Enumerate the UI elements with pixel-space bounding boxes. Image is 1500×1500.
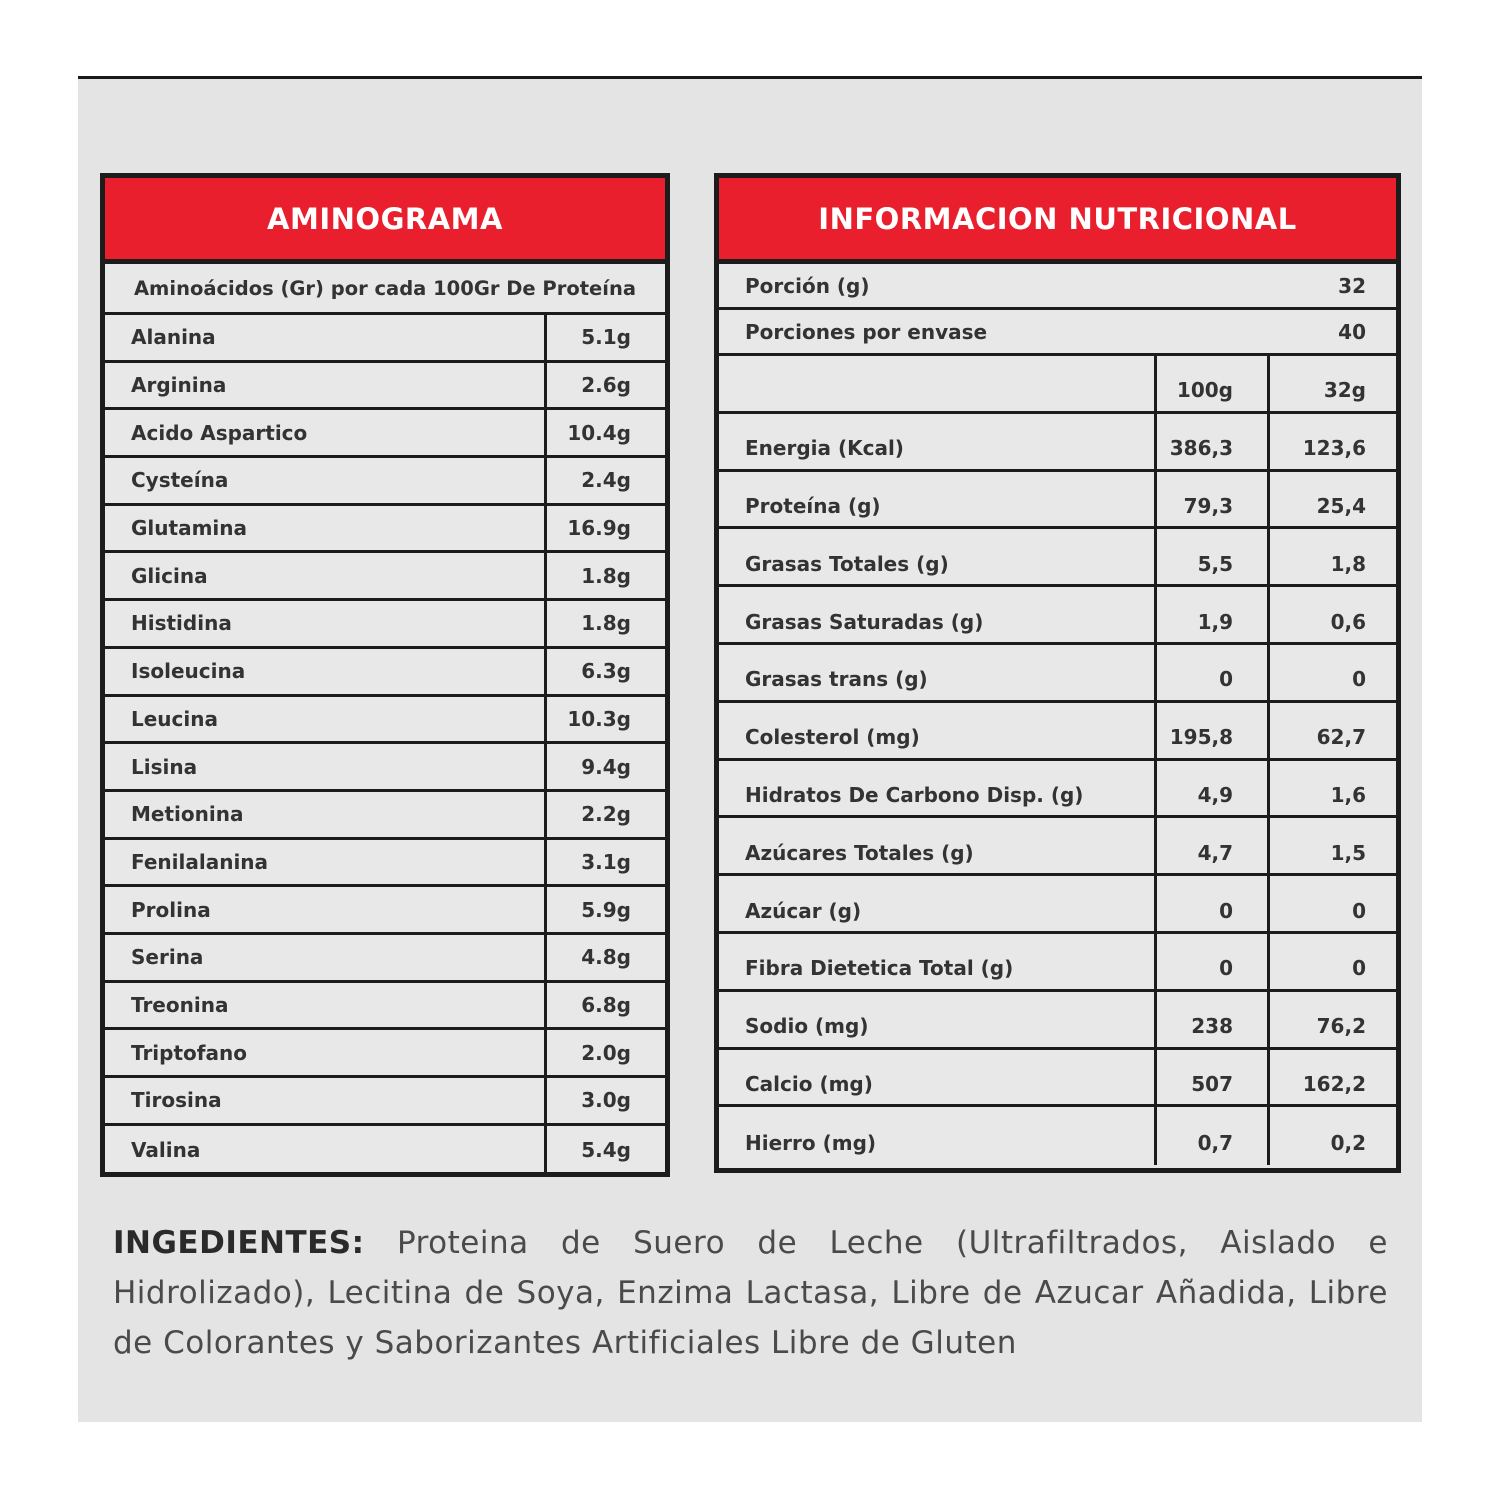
nutrient-name: Hierro (mg) [719,1107,1157,1165]
amino-value: 6.3g [581,659,631,684]
table-row [719,818,1396,876]
nutrient-per-32g: 1,6 [1330,782,1366,807]
table-row [719,472,1396,530]
amino-value: 2.6g [581,373,631,398]
table-row [105,363,665,411]
amino-value: 2.0g [581,1040,631,1065]
amino-value: 16.9g [567,516,631,541]
aminograma-subtitle-row [105,264,665,315]
amino-name: Cysteína [105,458,547,503]
table-row [105,601,665,649]
table-row [719,529,1396,587]
nutrition-table [714,173,1401,1173]
nutrient-per-100g: 507 [1157,1050,1270,1105]
amino-value: 2.2g [581,802,631,827]
table-row [105,506,665,554]
ingredients-label: INGEDIENTES: [113,1225,365,1261]
nutrient-per-32g: 1,5 [1330,840,1366,865]
nutrient-name: Hidratos De Carbono Disp. (g) [719,761,1157,816]
aminograma-title: AMINOGRAMA [105,178,665,264]
aminograma-table [100,173,670,1177]
nutrient-name: Proteína (g) [719,472,1157,527]
amino-value: 3.1g [581,849,631,874]
amino-value: 10.3g [567,706,631,731]
nutrient-per-32g: 123,6 [1302,436,1366,461]
nutrient-per-32g: 0 [1352,898,1366,923]
nutrient-name: Grasas Totales (g) [719,529,1157,584]
table-row [105,1078,665,1126]
nutrient-name: Fibra Dietetica Total (g) [719,934,1157,989]
amino-value: 2.4g [581,468,631,493]
amino-value: 1.8g [581,611,631,636]
nutrient-per-100g: 238 [1157,992,1270,1047]
table-row [105,887,665,935]
nutrient-per-32g: 62,7 [1316,725,1366,750]
table-row [719,992,1396,1050]
nutrient-per-32g: 0 [1352,667,1366,692]
amino-value: 5.4g [581,1137,631,1162]
column-header-row [719,356,1396,414]
table-row [105,315,665,363]
amino-name: Isoleucina [105,649,547,694]
table-row [105,935,665,983]
nutrient-per-100g: 0 [1157,876,1270,931]
amino-name: Triptofano [105,1030,547,1075]
nutrient-per-32g: 25,4 [1316,493,1366,518]
nutrient-per-32g: 0,6 [1330,609,1366,634]
table-row [105,1030,665,1078]
table-row [105,1126,665,1174]
amino-value: 5.9g [581,897,631,922]
nutrient-per-100g: 0 [1157,645,1270,700]
amino-value: 1.8g [581,563,631,588]
porciones-row [719,310,1396,356]
table-row [719,414,1396,472]
nutrient-per-100g: 4,7 [1157,818,1270,873]
nutrient-name: Grasas Saturadas (g) [719,587,1157,642]
nutrient-per-32g: 1,8 [1330,551,1366,576]
ingredients-text: Proteina de Suero de Leche (Ultrafiltrados, Aislado e Hidrolizado), Lecitina de Soya, Enzima Lactasa, Libre de Azucar Añadida, Libre de Colorantes y Saborizantes Artificiales Libre de Gluten [113,1225,1389,1361]
nutrient-per-100g: 386,3 [1157,414,1270,469]
nutrient-name: Calcio (mg) [719,1050,1157,1105]
amino-name: Acido Aspartico [105,410,547,455]
amino-name: Alanina [105,315,547,360]
table-row [105,649,665,697]
nutrient-per-32g: 0 [1352,956,1366,981]
nutrient-name: Azúcar (g) [719,876,1157,931]
nutrient-per-100g: 195,8 [1157,703,1270,758]
column-header-32g: 32g [1323,378,1366,403]
nutrient-per-32g: 162,2 [1302,1071,1366,1096]
nutrient-per-100g: 79,3 [1157,472,1270,527]
amino-name: Treonina [105,983,547,1028]
amino-value: 10.4g [567,420,631,445]
amino-name: Glutamina [105,506,547,551]
table-row [105,553,665,601]
table-row [105,792,665,840]
nutrient-name: Azúcares Totales (g) [719,818,1157,873]
table-row [719,1107,1396,1165]
table-row [105,983,665,1031]
amino-name: Leucina [105,697,547,742]
nutrient-name: Colesterol (mg) [719,703,1157,758]
table-row [105,458,665,506]
nutrient-per-32g: 0,2 [1330,1131,1366,1156]
porcion-value: 32 [1338,273,1366,298]
amino-name: Arginina [105,363,547,408]
table-row [719,1050,1396,1108]
table-row [105,744,665,792]
amino-value: 9.4g [581,754,631,779]
table-row [719,761,1396,819]
amino-name: Tirosina [105,1078,547,1123]
nutrient-per-100g: 0,7 [1157,1107,1270,1165]
table-row [105,410,665,458]
amino-name: Histidina [105,601,547,646]
amino-value: 4.8g [581,945,631,970]
table-row [719,645,1396,703]
table-row [105,840,665,888]
nutrient-per-32g: 76,2 [1316,1014,1366,1039]
nutrient-per-100g: 1,9 [1157,587,1270,642]
amino-name: Lisina [105,744,547,789]
porcion-label: Porción (g) [745,273,870,298]
amino-name: Valina [105,1126,547,1174]
column-header-100g: 100g [1157,356,1270,411]
amino-name: Serina [105,935,547,980]
table-row [105,697,665,745]
aminograma-subtitle: Aminoácidos (Gr) por cada 100Gr De Proteína [133,276,637,300]
table-row [719,703,1396,761]
nutrient-per-100g: 5,5 [1157,529,1270,584]
amino-value: 5.1g [581,325,631,350]
nutrient-name: Sodio (mg) [719,992,1157,1047]
amino-name: Prolina [105,887,547,932]
table-row [719,934,1396,992]
porcion-row [719,264,1396,310]
amino-name: Metionina [105,792,547,837]
amino-value: 3.0g [581,1088,631,1113]
porciones-label: Porciones por envase [745,319,988,344]
nutrient-per-100g: 0 [1157,934,1270,989]
nutrition-title: INFORMACION NUTRICIONAL [719,178,1396,264]
porciones-value: 40 [1338,319,1366,344]
column-header-blank [719,356,1157,411]
nutrient-name: Energia (Kcal) [719,414,1157,469]
ingredients-block [113,1218,1388,1368]
nutrient-per-100g: 4,9 [1157,761,1270,816]
nutrient-name: Grasas trans (g) [719,645,1157,700]
amino-value: 6.8g [581,992,631,1017]
table-row [719,587,1396,645]
amino-name: Fenilalanina [105,840,547,885]
amino-name: Glicina [105,553,547,598]
table-row [719,876,1396,934]
